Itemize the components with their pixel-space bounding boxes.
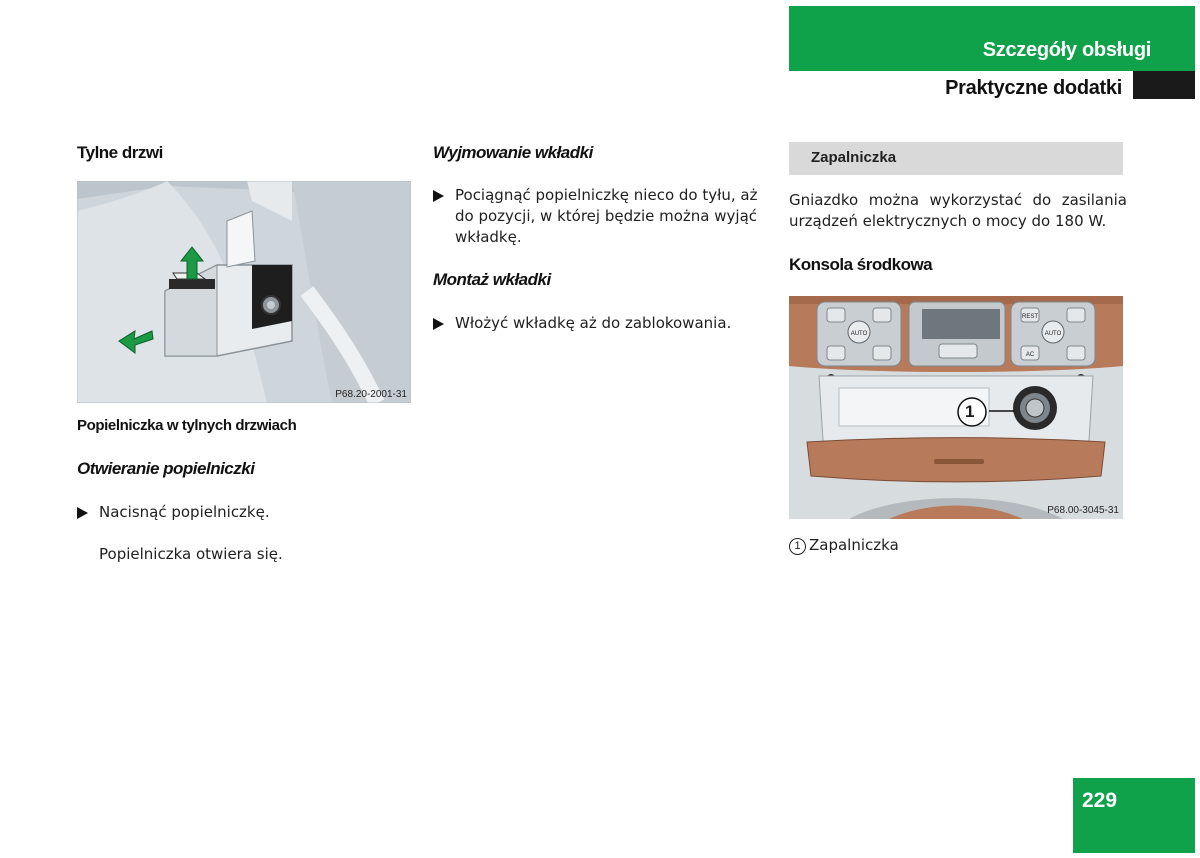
opening-step [77, 502, 397, 524]
bullet-triangle-icon [433, 190, 444, 202]
mounting-step-text: Włożyć wkładkę aż do zablokowania. [455, 314, 732, 332]
panel-label-ac: AC [1025, 352, 1035, 358]
panel-label-auto-right: AUTO [1044, 331, 1062, 337]
panel-label-rest: REST [1021, 314, 1039, 320]
header-marker [1133, 71, 1195, 99]
figure-reference-left: P68.20-2001-31 [335, 389, 407, 400]
bullet-triangle-icon [433, 318, 444, 330]
rear-doors-heading: Tylne drzwi [77, 143, 163, 162]
center-console-figure [789, 296, 1123, 519]
center-console-heading: Konsola środkowa [789, 255, 933, 274]
mounting-heading: Montaż wkładki [433, 270, 551, 289]
figure-legend [789, 535, 1089, 556]
opening-result: Popielniczka otwiera się. [99, 545, 283, 563]
page-number-tab [1073, 778, 1195, 853]
rear-door-ashtray-figure [77, 181, 411, 403]
mounting-step [433, 313, 767, 335]
section-title: Szczegóły obsługi [982, 39, 1151, 61]
bullet-triangle-icon [77, 507, 88, 519]
panel-label-auto-left: AUTO [850, 331, 868, 337]
figure-caption: Popielniczka w tylnych drzwiach [77, 417, 297, 434]
removal-step [433, 185, 767, 251]
opening-heading: Otwieranie popielniczki [77, 459, 255, 478]
subsection-title: Praktyczne dodatki [945, 77, 1122, 99]
opening-step-text: Nacisnąć popielniczkę. [99, 503, 270, 521]
page-number: 229 [1082, 789, 1118, 812]
lighter-description: Gniazdko można wykorzystać do zasilania urządzeń elektrycznych o mocy do 180 W. [789, 191, 1127, 230]
legend-number: 1 [789, 538, 806, 555]
removal-step-text: Pociągnąć popielniczkę nieco do tyłu, aż do pozycji, w której będzie można wyjąć wkładkę. [455, 186, 758, 246]
figure-reference-right: P68.00-3045-31 [1047, 505, 1119, 516]
header-section-bar [789, 6, 1195, 71]
lighter-box-title: Zapalniczka [811, 149, 897, 166]
callout-1: 1 [965, 402, 975, 421]
removal-heading: Wyjmowanie wkładki [433, 143, 593, 162]
lighter-section-box [789, 142, 1123, 175]
legend-text: Zapalniczka [809, 536, 899, 554]
